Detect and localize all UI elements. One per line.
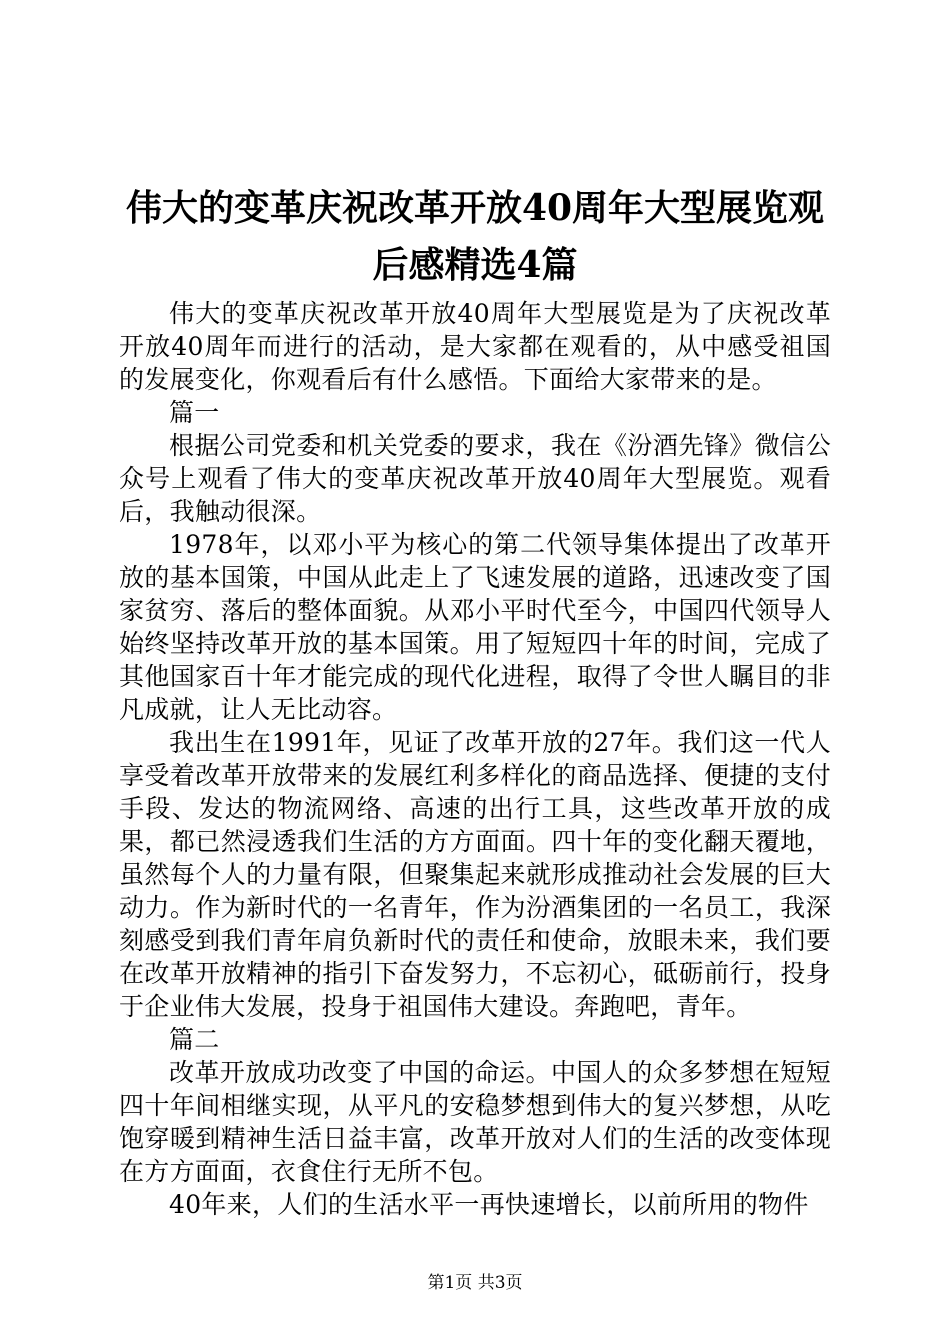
body-paragraph: 40年来，人们的生活水平一再快速增长，以前所用的物件 xyxy=(169,1190,809,1219)
document-title xyxy=(120,180,830,294)
document-body xyxy=(119,297,831,1221)
body-paragraph: 我出生在1991年，见证了改革开放的27年。我们这一代人享受着改革开放带来的发展红利多样化的商品选择、便捷的支付手段、发达的物流网络、高速的出行工具，这些改革开放的成果，都已然浸透我们生活的方方面面。四十年的变化翻天覆地，虽然每个人的力量有限，但聚集起来就形成推动社会发展的巨大动力。作为新时代的一名青年，作为汾酒集团的一名员工，我深刻感受到我们青年肩负新时代的责任和使命，放眼未来，我们要在改革开放精神的指引下奋发努力，不忘初心，砥砺前行，投身于企业伟大发展，投身于祖国伟大建设。奔跑吧，青年。 xyxy=(119,728,831,1021)
body-paragraph: 改革开放成功改变了中国的命运。中国人的众多梦想在短短四十年间相继实现，从平凡的安稳梦想到伟大的复兴梦想，从吃饱穿暖到精神生活日益丰富，改革开放对人们的生活的改变体现在方方面面，衣食住行无所不包。 xyxy=(119,1058,831,1186)
title-line-1: 伟大的变革庆祝改革开放40周年大型展览观 xyxy=(125,187,825,229)
body-paragraph: 根据公司党委和机关党委的要求，我在《汾酒先锋》微信公众号上观看了伟大的变革庆祝改革开放40周年大型展览。观看后，我触动很深。 xyxy=(119,431,831,526)
intro-paragraph: 伟大的变革庆祝改革开放40周年大型展览是为了庆祝改革开放40周年而进行的活动，是大家都在观看的，从中感受祖国的发展变化，你观看后有什么感悟。下面给大家带来的是。 xyxy=(119,299,831,394)
title-line-2: 后感精选4篇 xyxy=(372,244,578,286)
body-paragraph: 1978年，以邓小平为核心的第二代领导集体提出了改革开放的基本国策，中国从此走上了飞速发展的道路，迅速改变了国家贫穷、落后的整体面貌。从邓小平时代至今，中国四代领导人始终坚持改革开放的基本国策。用了短短四十年的时间，完成了其他国家百十年才能完成的现代化进程，取得了令世人瞩目的非凡成就，让人无比动容。 xyxy=(119,530,831,724)
section-heading-1: 篇一 xyxy=(169,398,220,427)
page-number-footer: 第1页 共3页 xyxy=(427,1273,523,1293)
section-heading-2: 篇二 xyxy=(169,1025,220,1054)
